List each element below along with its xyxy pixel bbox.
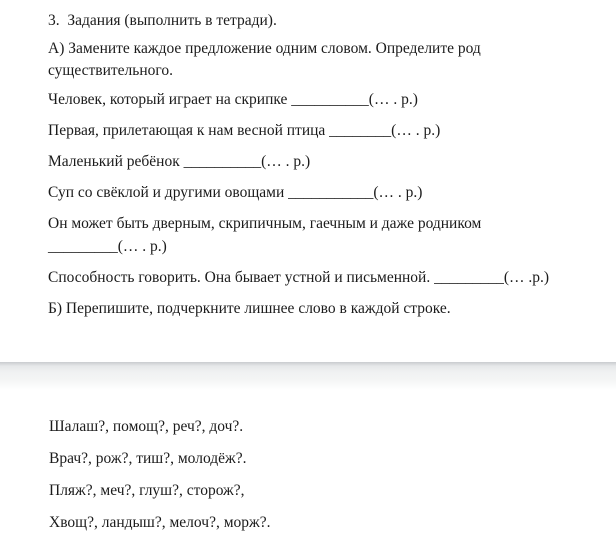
task-sentence-violinist	[48, 88, 596, 111]
page-2-content	[49, 415, 596, 543]
task-line: Способность говорить. Она бывает устной и письменной. _________(… .р.)	[48, 269, 550, 286]
task-sentence-small-child	[48, 150, 596, 173]
task-sentence-speech	[48, 266, 596, 289]
word-row-3: Пляж?, меч?, глуш?, сторож?,	[49, 482, 245, 499]
task-line-continuation: _________(… . р.)	[48, 238, 167, 255]
task-line: Суп со свёклой и другими овощами ___________(… . р.)	[48, 184, 423, 201]
task-sentence-beet-soup	[48, 181, 596, 204]
task-line: Он может быть дверным, скрипичным, гаечным и даже родником	[48, 215, 482, 232]
task-line: Человек, который играет на скрипке __________(… . р.)	[48, 91, 418, 108]
word-row-2: Врач?, рож?, тиш?, молодёж?.	[49, 450, 247, 467]
section-b-heading: Б) Перепишите, подчеркните лишнее слово в каждой строке.	[48, 300, 451, 317]
page-1-content	[48, 10, 596, 320]
word-row-1: Шалаш?, помощ?, реч?, доч?.	[49, 418, 244, 435]
section-a-intro-line-2: существительного.	[48, 62, 173, 79]
task-sentence-key	[48, 212, 596, 258]
word-row-4: Хвощ?, ландыш?, мелоч?, морж?.	[49, 514, 271, 531]
task-line: Первая, прилетающая к нам весной птица ________(… . р.)	[48, 122, 441, 139]
task-sentence-spring-bird	[48, 119, 596, 142]
task-line: Маленький ребёнок __________(… . р.)	[48, 153, 311, 170]
section-a-intro	[48, 38, 596, 82]
assignment-heading: 3. Задания (выполнить в тетради).	[48, 12, 277, 29]
section-a-intro-line-1: А) Замените каждое предложение одним словом. Определите род	[48, 40, 481, 57]
page-break-divider	[0, 362, 616, 390]
